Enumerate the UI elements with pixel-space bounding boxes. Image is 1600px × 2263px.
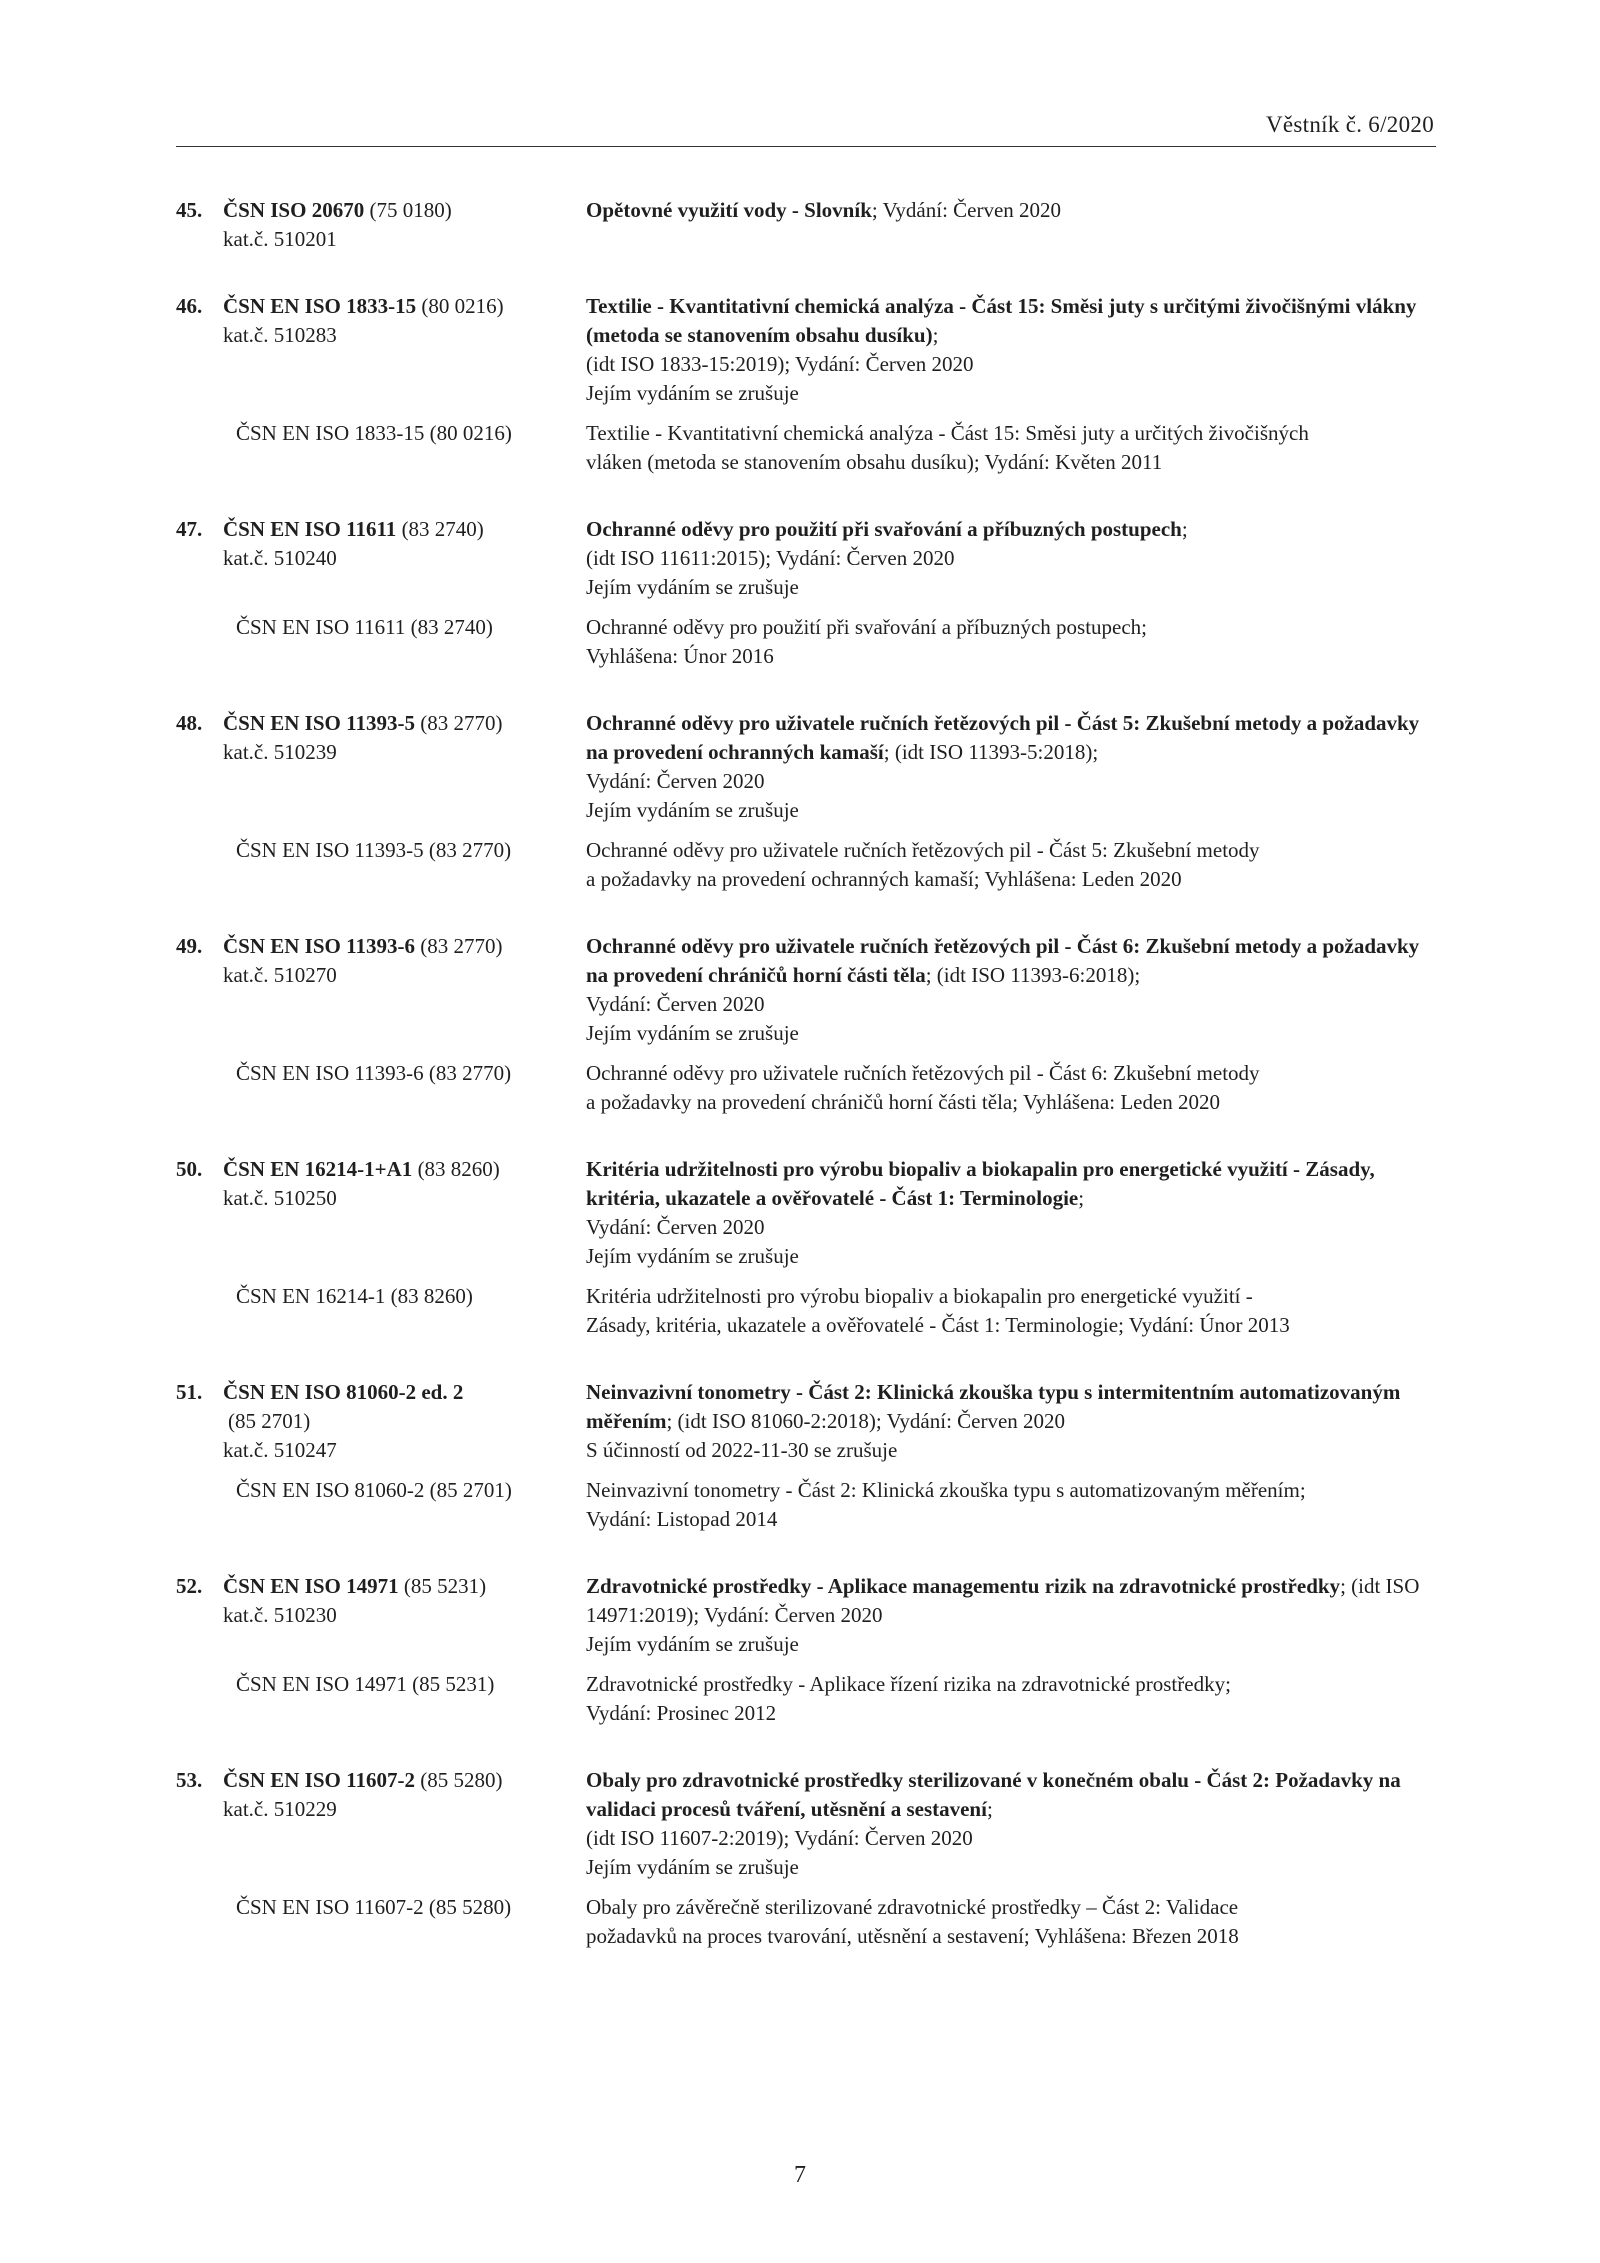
replaced-details: Ochranné oděvy pro uživatele ručních řetězových pil - Část 6: Zkušební metody <box>586 1061 1260 1085</box>
replaced-details: Obaly pro závěrečně sterilizované zdravotnické prostředky – Část 2: Validace <box>586 1895 1239 1919</box>
standard-details: Vydání: Červen 2020 <box>586 769 765 793</box>
replaced-details: Textilie - Kvantitativní chemická analýza - Část 15: Směsi juty a určitých živočišných <box>586 421 1309 445</box>
standard-class: (83 8260) <box>412 1157 500 1181</box>
standard-entry-50 <box>176 1155 1436 1271</box>
replaced-code: ČSN EN ISO 14971 (85 5231) <box>236 1672 495 1696</box>
standard-entry-46 <box>176 292 1436 408</box>
standard-details: (idt ISO 11607-2:2019); Vydání: Červen 2020 <box>586 1826 973 1850</box>
standard-title: Neinvazivní tonometry - Část 2: Klinická zkouška typu s intermitentním automatizovaným měřením <box>586 1380 1401 1433</box>
standard-title: Zdravotnické prostředky - Aplikace managementu rizik na zdravotnické prostředky <box>586 1574 1341 1598</box>
catalog-number: kat.č. 510270 <box>223 963 337 987</box>
replaced-code: ČSN EN ISO 11393-5 (83 2770) <box>236 838 512 862</box>
catalog-number: kat.č. 510239 <box>223 740 337 764</box>
entry-number: 50. <box>176 1157 203 1181</box>
standard-entry-48 <box>176 709 1436 825</box>
standard-code: ČSN ISO 20670 <box>223 198 365 222</box>
standard-details: ; <box>986 1797 993 1821</box>
bulletin-title: Věstník č. 6/2020 <box>1266 112 1434 137</box>
replaced-details: a požadavky na provedení ochranných kamaší; Vyhlášena: Leden 2020 <box>586 867 1182 891</box>
replaced-details: a požadavky na provedení chráničů horní části těla; Vyhlášena: Leden 2020 <box>586 1090 1221 1114</box>
standard-title: Ochranné oděvy pro použití při svařování a příbuzných postupech <box>586 517 1182 541</box>
standard-details: ; (idt ISO 81060-2:2018); Vydání: Červen 2020 <box>666 1409 1066 1433</box>
standard-title: Textilie - Kvantitativní chemická analýza - Část 15: Směsi juty s určitými živočišnými vlákny (metoda se stanovením obsahu dusíku) <box>586 294 1417 347</box>
replaced-details: Zásady, kritéria, ukazatele a ověřovatelé - Část 1: Terminologie; Vydání: Únor 2013 <box>586 1313 1290 1337</box>
replaced-standard-53 <box>176 1893 1436 1951</box>
standard-entry-49 <box>176 932 1436 1048</box>
replaced-details: vláken (metoda se stanovením obsahu dusíku); Vydání: Květen 2011 <box>586 450 1163 474</box>
replaced-code: ČSN EN ISO 11393-6 (83 2770) <box>236 1061 512 1085</box>
standard-class: (83 2770) <box>414 934 503 958</box>
replaced-details: Neinvazivní tonometry - Část 2: Klinická zkouška typu s automatizovaným měřením; <box>586 1478 1306 1502</box>
replaced-code: ČSN EN ISO 81060-2 (85 2701) <box>236 1478 512 1502</box>
entry-number: 49. <box>176 934 203 958</box>
standard-details: ; (idt ISO 11393-5:2018); <box>883 740 1099 764</box>
standard-title: Ochranné oděvy pro uživatele ručních řetězových pil - Část 5: Zkušební metody a požadavky na provedení ochranných kamaší <box>586 711 1420 764</box>
catalog-number: kat.č. 510229 <box>223 1797 337 1821</box>
catalog-number: kat.č. 510201 <box>223 227 337 251</box>
replaced-standard-50 <box>176 1282 1436 1340</box>
entry-number: 51. <box>176 1380 203 1404</box>
standard-details: (idt ISO 1833-15:2019); Vydání: Červen 2020 <box>586 352 974 376</box>
standard-class: (85 2701) <box>228 1409 311 1433</box>
page-number: 7 <box>794 2162 806 2188</box>
standard-class: (80 0216) <box>416 294 504 318</box>
entry-number: 52. <box>176 1574 203 1598</box>
standard-entry-52 <box>176 1572 1436 1659</box>
standard-title: Ochranné oděvy pro uživatele ručních řetězových pil - Část 6: Zkušební metody a požadavky na provedení chráničů horní části těla <box>586 934 1420 987</box>
standard-details: Jejím vydáním se zrušuje <box>586 798 799 822</box>
standard-class: (85 5231) <box>398 1574 487 1598</box>
catalog-number: kat.č. 510250 <box>223 1186 337 1210</box>
standard-code: ČSN EN ISO 11393-6 <box>223 934 415 958</box>
standard-code: ČSN EN ISO 11393-5 <box>223 711 415 735</box>
standard-class: (83 2770) <box>414 711 503 735</box>
standard-details: Vydání: Červen 2020 <box>586 1215 765 1239</box>
standard-title: Opětovné využití vody - Slovník <box>586 198 872 222</box>
standard-class: (83 2740) <box>396 517 484 541</box>
standard-details: Jejím vydáním se zrušuje <box>586 1244 799 1268</box>
standard-details: S účinností od 2022-11-30 se zrušuje <box>586 1438 898 1462</box>
standard-details: Jejím vydáním se zrušuje <box>586 1855 799 1879</box>
standard-entry-45 <box>176 196 1436 254</box>
standard-entry-53 <box>176 1766 1436 1882</box>
replaced-standard-46 <box>176 419 1436 477</box>
catalog-number: kat.č. 510247 <box>223 1438 337 1462</box>
standard-details: ; <box>1078 1186 1085 1210</box>
standard-details: Vydání: Červen 2020 <box>586 992 765 1016</box>
entry-number: 48. <box>176 711 203 735</box>
standard-class: (75 0180) <box>364 198 452 222</box>
standard-title: Obaly pro zdravotnické prostředky sterilizované v konečném obalu - Část 2: Požadavky na validaci procesů tváření, utěsnění a sestavení <box>586 1768 1401 1821</box>
entry-number: 53. <box>176 1768 203 1792</box>
standard-details: (idt ISO 11611:2015); Vydání: Červen 2020 <box>586 546 955 570</box>
replaced-details: Ochranné oděvy pro uživatele ručních řetězových pil - Část 5: Zkušební metody <box>586 838 1260 862</box>
standard-code: ČSN EN ISO 14971 <box>223 1574 399 1598</box>
standard-class: (85 5280) <box>414 1768 503 1792</box>
replaced-details: Vyhlášena: Únor 2016 <box>586 644 774 668</box>
replaced-details: Vydání: Listopad 2014 <box>586 1507 778 1531</box>
replaced-details: požadavků na proces tvarování, utěsnění a sestavení; Vyhlášena: Březen 2018 <box>586 1924 1239 1948</box>
replaced-details: Kritéria udržitelnosti pro výrobu biopaliv a biokapalin pro energetické využití - <box>586 1284 1253 1308</box>
replaced-standard-47 <box>176 613 1436 671</box>
standard-details: Jejím vydáním se zrušuje <box>586 381 799 405</box>
replaced-standard-48 <box>176 836 1436 894</box>
standard-code: ČSN EN ISO 1833-15 <box>223 294 417 318</box>
entry-number: 46. <box>176 294 203 318</box>
standard-details: ; <box>1181 517 1188 541</box>
standard-code: ČSN EN ISO 81060-2 ed. 2 <box>223 1380 464 1404</box>
replaced-standard-51 <box>176 1476 1436 1534</box>
entry-number: 47. <box>176 517 203 541</box>
replaced-details: Vydání: Prosinec 2012 <box>586 1701 777 1725</box>
replaced-details: Ochranné oděvy pro použití při svařování a příbuzných postupech; <box>586 615 1148 639</box>
standard-entry-47 <box>176 515 1436 602</box>
standard-details: Jejím vydáním se zrušuje <box>586 1632 799 1656</box>
replaced-code: ČSN EN ISO 11611 (83 2740) <box>236 615 493 639</box>
standard-details: Jejím vydáním se zrušuje <box>586 575 799 599</box>
replaced-standard-52 <box>176 1670 1436 1728</box>
replaced-code: ČSN EN ISO 1833-15 (80 0216) <box>236 421 512 445</box>
entry-number: 45. <box>176 198 203 222</box>
standard-code: ČSN EN ISO 11607-2 <box>223 1768 415 1792</box>
catalog-number: kat.č. 510230 <box>223 1603 337 1627</box>
standard-entry-51 <box>176 1378 1436 1465</box>
standard-code: ČSN EN 16214-1+A1 <box>223 1157 413 1181</box>
standard-details: ; <box>932 323 939 347</box>
standard-details: ; (idt ISO 14971:2019); Vydání: Červen 2020 <box>586 1574 1420 1627</box>
page-header <box>176 112 1436 147</box>
standard-details: ; (idt ISO 11393-6:2018); <box>925 963 1141 987</box>
standards-list <box>176 196 1436 1951</box>
replaced-standard-49 <box>176 1059 1436 1117</box>
standard-details: ; Vydání: Červen 2020 <box>871 198 1062 222</box>
standard-details: Jejím vydáním se zrušuje <box>586 1021 799 1045</box>
standard-code: ČSN EN ISO 11611 <box>223 517 397 541</box>
replaced-code: ČSN EN ISO 11607-2 (85 5280) <box>236 1895 512 1919</box>
catalog-number: kat.č. 510240 <box>223 546 337 570</box>
standard-title: Kritéria udržitelnosti pro výrobu biopaliv a biokapalin pro energetické využití - Zásady, kritéria, ukazatele a ověřovatelé - Část 1: Terminologie <box>586 1157 1375 1210</box>
replaced-details: Zdravotnické prostředky - Aplikace řízení rizika na zdravotnické prostředky; <box>586 1672 1231 1696</box>
catalog-number: kat.č. 510283 <box>223 323 337 347</box>
replaced-code: ČSN EN 16214-1 (83 8260) <box>236 1284 473 1308</box>
